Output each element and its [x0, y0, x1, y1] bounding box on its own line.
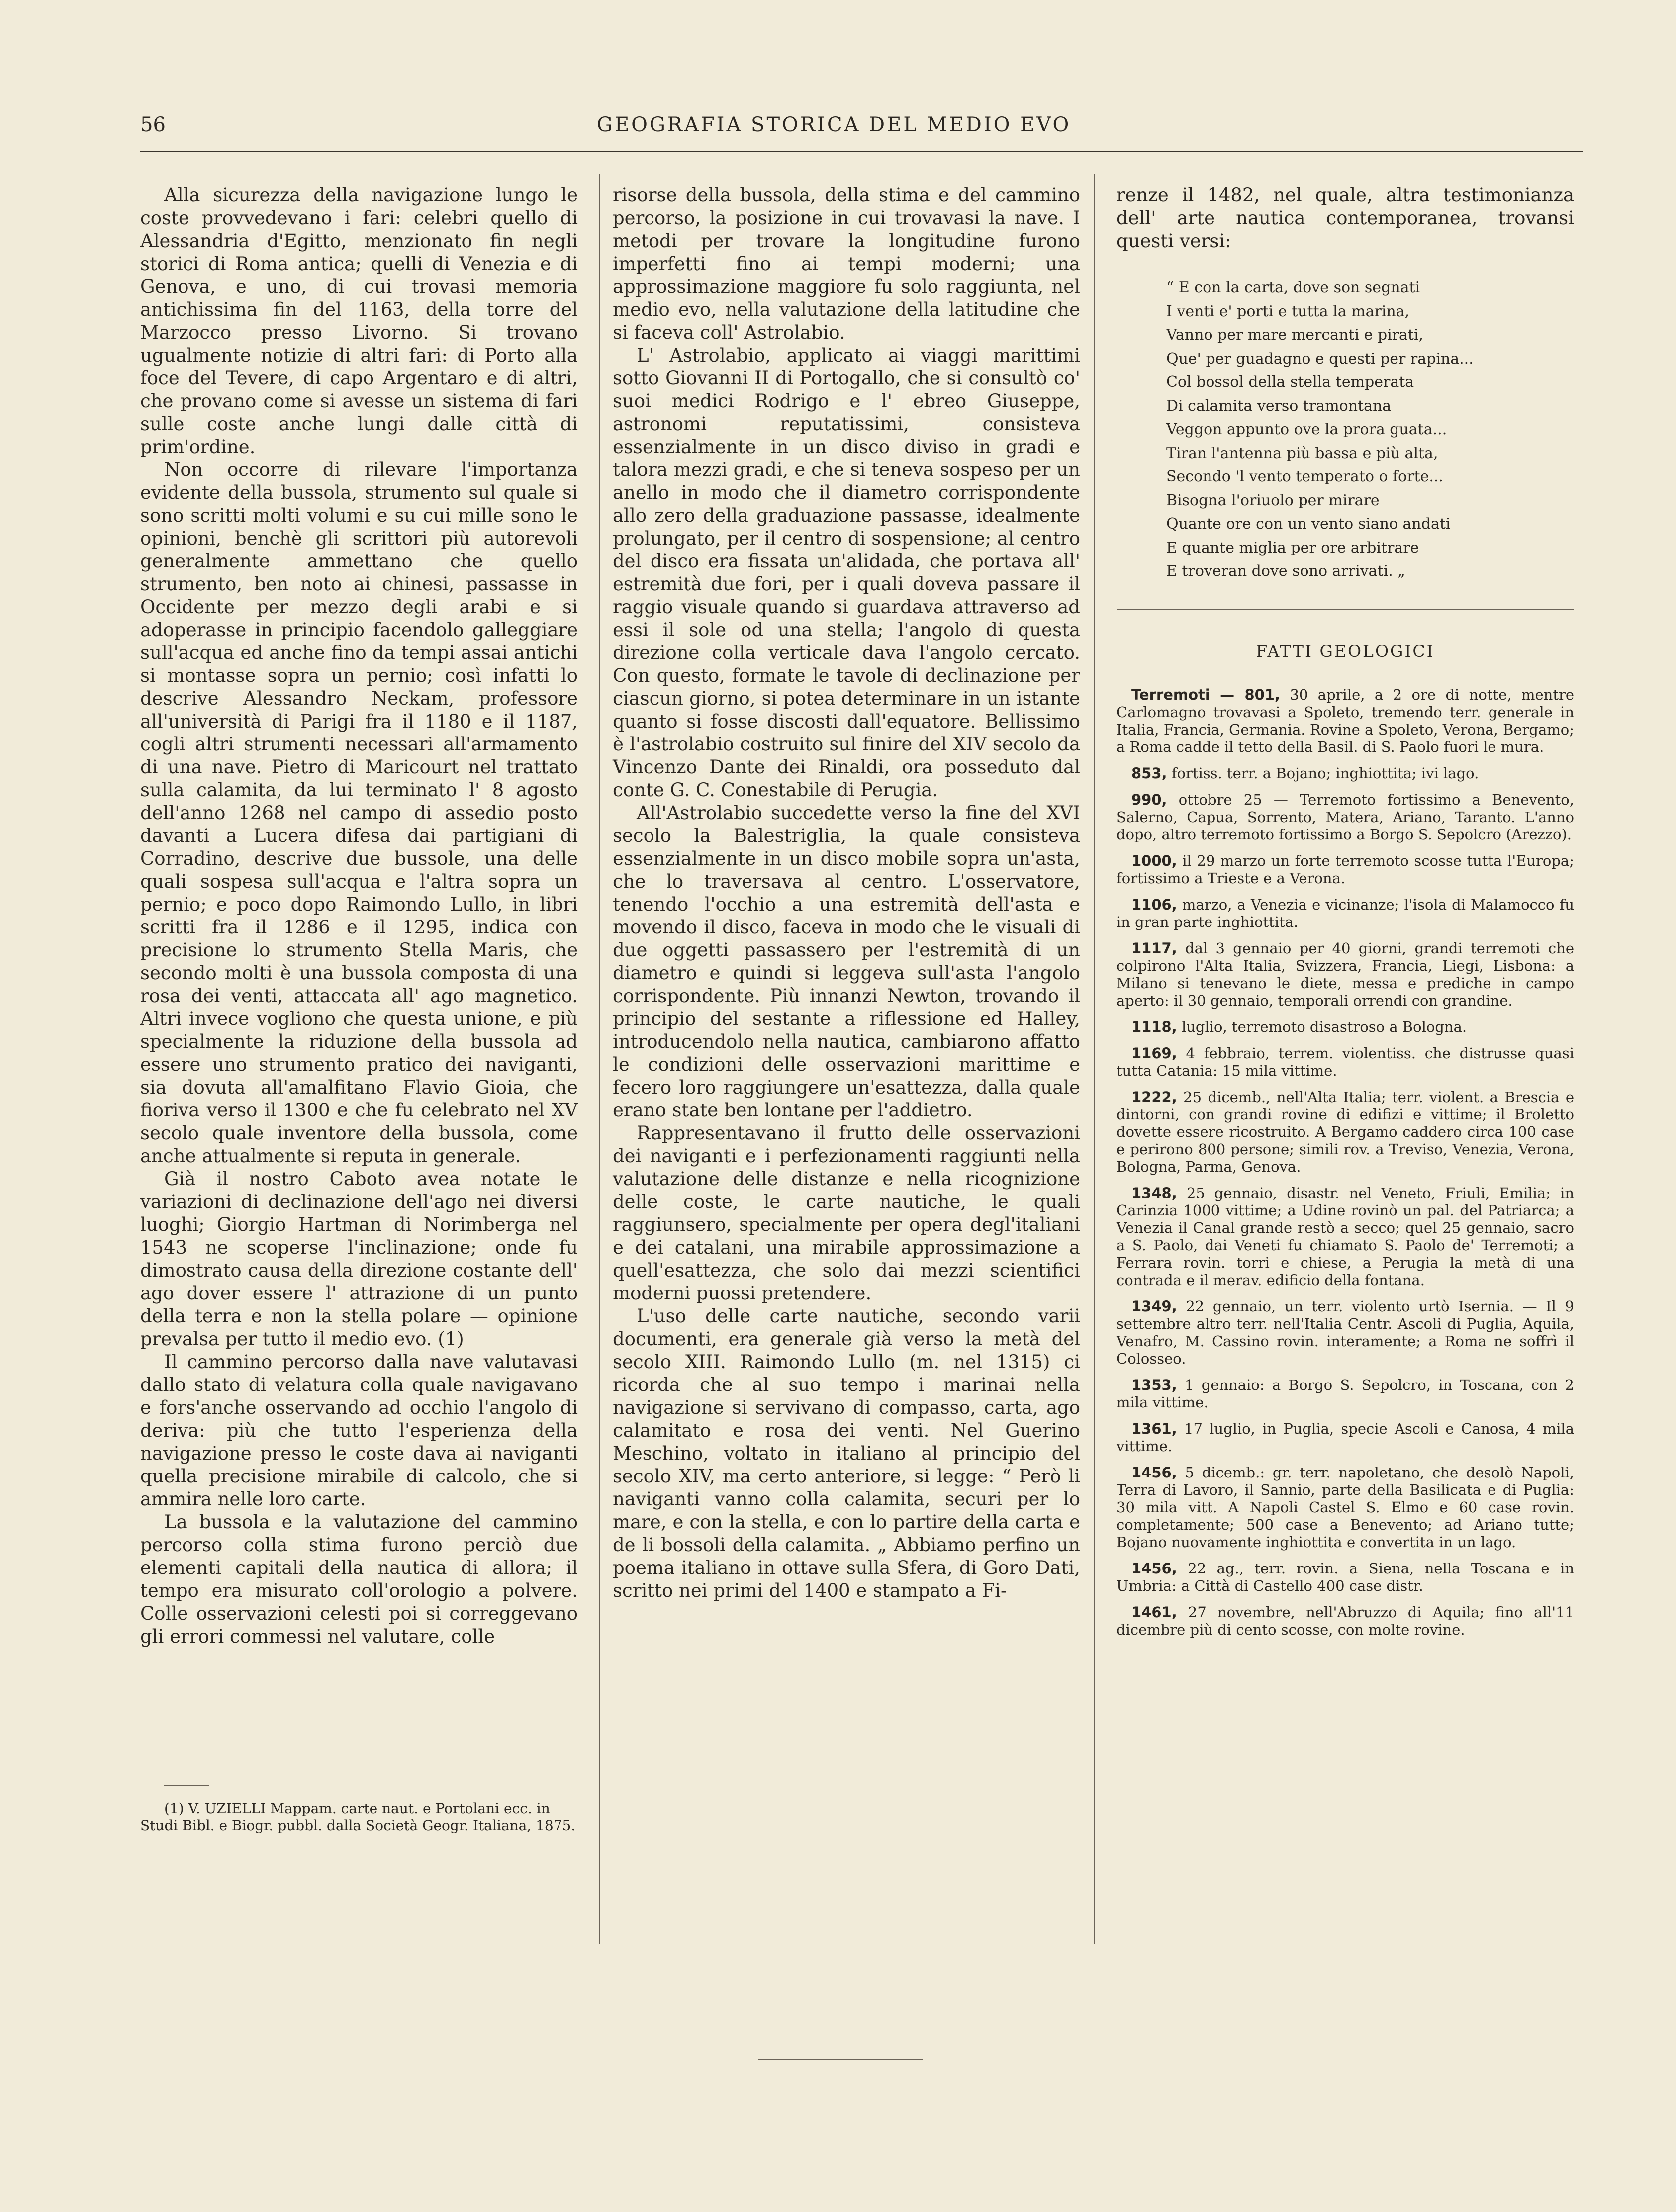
- verse-line: Di calamita verso tramontana: [1166, 397, 1392, 415]
- footnote-rule: [164, 1785, 209, 1786]
- event-entry: [1117, 791, 1574, 843]
- paragraph: Rappresentavano il frutto delle osservazioni dei naviganti e i perfezionamenti raggiunti nella valutazione delle distanze e nella ricognizione delle coste, le carte nautiche, le quali raggiunsero, specialmente per opera degl'italiani e dei catalani, una mirabile approssimazione a quell'esattezza, che solo dai mezzi scientifici moderni puossi pretendere.: [613, 1122, 1080, 1304]
- event-year: 1118,: [1131, 1018, 1177, 1035]
- event-text: 1 gennaio: a Borgo S. Sepolcro, in Toscana, con 2 mila vittime.: [1117, 1377, 1574, 1411]
- event-text: 17 luglio, in Puglia, specie Ascoli e Canosa, 4 mila vittime.: [1117, 1420, 1574, 1455]
- event-text: 5 dicemb.: gr. terr. napoletano, che desolò Napoli, Terra di Lavoro, il Sannio, parte della Basilicata e di Puglia: 30 mila vitt. A Napoli Castel S. Elmo e 60 case rovin. completamente; 500 case a Benevento; ad Ariano tutte; Bojano nuovamente inghiottita e convertita in un lago.: [1117, 1464, 1574, 1551]
- event-entry: [1117, 1560, 1574, 1595]
- event-year: 1361,: [1131, 1420, 1177, 1437]
- paragraph: Già il nostro Caboto avea notate le variazioni di declinazione dell'ago nei diversi luoghi; Giorgio Hartman di Norimberga nel 1543 ne scoperse l'inclinazione; onde fu dimostrato causa della direzione costante dell' ago dover essere l' attrazione di un punto della terra e non la stella polare — opinione prevalsa per tutto il medio evo. (1): [140, 1168, 578, 1350]
- verse-line: Col bossol della stella temperata: [1166, 373, 1414, 391]
- paragraph: La bussola e la valutazione del cammino percorso colla stima furono perciò due elementi capitali della nautica di allora; il tempo era misurato coll'orologio a polvere. Colle osservazioni celesti poi si correggevano gli errori commessi nel valutare, colle: [140, 1511, 578, 1647]
- event-year: 990,: [1131, 791, 1167, 808]
- event-entry: [1117, 940, 1574, 1010]
- verse-line: Bisogna l'oriuolo per mirare: [1166, 491, 1380, 509]
- paragraph: L'uso delle carte nautiche, secondo varii documenti, era generale già verso la metà del secolo XIII. Raimondo Lullo (m. nel 1315) ci ricorda che al suo tempo i marinai nella navigazione si servivano di compasso, carta, ago calamitato e rosa dei venti. Nel Guerino Meschino, voltato in italiano al principio del secolo XIV, ma certo anteriore, si legge: “ Però li naviganti vanno colla calamita, securi per lo mare, e con la stella, e con lo partire della carta e de li bossoli della calamita. „ Abbiamo perfino un poema italiano in ottave sulla Sfera, di Goro Dati, scritto nei primi del 1400 e stampato a Fi-: [613, 1305, 1080, 1601]
- paragraph: renze il 1482, nel quale, altra testimonianza dell' arte nautica contemporanea, trovansi questi versi:: [1117, 184, 1574, 252]
- paragraph: Alla sicurezza della navigazione lungo le coste provvedevano i fari: celebri quello di Alessandria d'Egitto, menzionato fin negli storici di Roma antica; quelli di Venezia e di Genova, e uno, di cui trovasi memoria antichissima fin del 1163, della torre del Marzocco presso Livorno. Si trovano ugualmente notizie di altri fari: di Porto alla foce del Tevere, di capo Argentaro e di altri, che provano come si avesse un sistema di fari sulle coste anche lungi dalle città di prim'ordine.: [140, 184, 578, 458]
- paragraph: All'Astrolabio succedette verso la fine del XVI secolo la Balestriglia, la quale consisteva essenzialmente in un disco mobile sopra un'asta, che lo traversava al centro. L'osservatore, tenendo l'occhio a una estremità dell'asta e movendo il disco, faceva in modo che le visuali di due oggetti passassero per l'estremità di un diametro e quindi si leggeva sull'asta l'angolo corrispondente. Più innanzi Newton, trovando il principio del sestante a riflessione ed Halley, introducendolo nella nautica, cambiarono affatto le condizioni delle osservazioni marittime e fecero loro raggiungere un'esattezza, dalla quale erano state ben lontane per l'addietro.: [613, 802, 1080, 1121]
- column-2: [613, 184, 1080, 1602]
- event-text: 4 febbraio, terrem. violentiss. che distrusse quasi tutta Catania: 15 mila vittime.: [1117, 1045, 1574, 1079]
- event-entry: [1117, 1045, 1574, 1080]
- event-year: 1456,: [1131, 1560, 1177, 1577]
- event-text: 25 dicemb., nell'Alta Italia; terr. violent. a Brescia e dintorni, con grandi rovine di edifizi e vittime; il Broletto dovette essere ricostruito. A Bergamo caddero circa 100 case e perirono 800 persone; simili rov. a Treviso, Venezia, Verona, Bologna, Parma, Genova.: [1117, 1089, 1574, 1175]
- event-text: 22 gennaio, un terr. violento urtò Isernia. — Il 9 settembre altro terr. nell'Italia Centr. Ascoli di Puglia, Aquila, Venafro, M. Cassino rovin. interamente; a Roma ne soffrì il Colosseo.: [1117, 1298, 1574, 1367]
- column-divider-left: [599, 174, 600, 1944]
- verse-line: E quante miglia per ore arbitrare: [1166, 539, 1419, 556]
- verse-line: Veggon appunto ove la prora guata...: [1166, 421, 1447, 438]
- paragraph: Il cammino percorso dalla nave valutavasi dallo stato di velatura colla quale navigavano e fors'anche osservando ad occhio l'angolo di deriva: più che tutto l'esperienza della navigazione presso le coste dava ai naviganti quella precisione mirabile di calcolo, che si ammira nelle loro carte.: [140, 1351, 578, 1510]
- event-text: 22 ag., terr. rovin. a Siena, nella Toscana e in Umbria: a Città di Castello 400 case distr.: [1117, 1560, 1574, 1594]
- event-entry: [1117, 1604, 1574, 1639]
- event-text: luglio, terremoto disastroso a Bologna.: [1177, 1018, 1467, 1035]
- verse-line: Vanno per mare mercanti e pirati,: [1166, 326, 1424, 344]
- event-year: 1106,: [1131, 896, 1177, 913]
- event-entry: [1117, 1298, 1574, 1368]
- event-entry: [1117, 1185, 1574, 1289]
- column-1: [140, 184, 578, 1648]
- event-year: 1000,: [1131, 852, 1177, 869]
- event-text: 25 gennaio, disastr. nel Veneto, Friuli, Emilia; in Carinzia 1000 vittime; a Udine rovinò un pal. del Patriarca; a Venezia il Canal grande restò a secco; quel 25 gennaio, sacro a S. Paolo, dai Veneti fu chiamato S. Paolo de' Terremoti; a Ferrara rovin. torri e chiese, a Perugia la metà di una contrada e il merav. edificio della fontana.: [1117, 1185, 1574, 1289]
- section-title: FATTI GEOLOGICI: [1256, 642, 1435, 661]
- verse-line: Quante ore con un vento siano andati: [1166, 515, 1451, 533]
- footnote: (1) V. UZIELLI Mappam. carte naut. e Portolani ecc. in Studi Bibl. e Biogr. pubbl. dalla Società Geogr. Italiana, 1875.: [140, 1800, 576, 1834]
- paragraph: L' Astrolabio, applicato ai viaggi marittimi sotto Giovanni II di Portogallo, che si consultò co' suoi medici Rodrigo e l' ebreo Giuseppe, astronomi reputatissimi, consisteva essenzialmente in un disco diviso in gradi e talora mezzi gradi, e che si teneva sospeso per un anello in modo che il diametro corrispondente allo zero della graduazione passasse, idealmente prolungato, per il centro di sospensione; al centro del disco era fissata un'alidada, che portava all' estremità due fori, per i quali doveva passare il raggio visuale quando si guardava attraverso ad essi il sole od una stella; l'angolo di questa direzione colla verticale dava l'angolo cercato. Con questo, formate le tavole di declinazione per ciascun giorno, si potea determinare in un istante quanto si fosse discosti dall'equatore. Bellissimo è l'astrolabio costruito sul finire del XIV secolo da Vincenzo Dante dei Rinaldi, ora posseduto dal conte G. C. Conestabile di Perugia.: [613, 345, 1080, 801]
- events-list: [1117, 686, 1574, 1648]
- paragraph: risorse della bussola, della stima e del cammino percorso, la posizione in cui trovavasi la nave. I metodi per trovare la longitudine furono imperfetti fino ai tempi moderni; una approssimazione maggiore fu solo raggiunta, nel medio evo, nella valutazione della latitudine che si faceva coll' Astrolabio.: [613, 184, 1080, 343]
- event-entry: [1117, 1089, 1574, 1176]
- verse-block: [1166, 276, 1474, 583]
- verse-line: Que' per guadagno e questi per rapina...: [1166, 350, 1474, 368]
- verse-line: I venti e' porti e tutta la marina,: [1166, 302, 1410, 320]
- section-rule: [1117, 609, 1574, 610]
- event-text: ottobre 25 — Terremoto fortissimo a Benevento, Salerno, Capua, Sorrento, Matera, Ariano, Taranto. L'anno dopo, altro terremoto fortissimo a Borgo S. Sepolcro (Arezzo).: [1117, 791, 1574, 843]
- column-3: [1117, 184, 1574, 253]
- running-head: GEOGRAFIA STORICA DEL MEDIO EVO: [597, 113, 1071, 136]
- event-year: 1169,: [1131, 1045, 1177, 1062]
- verse-line: E troveran dove sono arrivati. „: [1166, 562, 1405, 580]
- verse-line: Tiran l'antenna più bassa e più alta,: [1166, 444, 1438, 462]
- event-year: 1348,: [1131, 1185, 1177, 1201]
- verse-line: Secondo 'l vento temperato o forte...: [1166, 468, 1443, 485]
- event-year: 1349,: [1131, 1298, 1177, 1315]
- page-number: 56: [140, 113, 166, 136]
- column-divider-right: [1094, 174, 1095, 1944]
- bottom-rule: [758, 2059, 923, 2060]
- event-entry: [1117, 896, 1574, 931]
- event-text: il 29 marzo un forte terremoto scosse tutta l'Europa; fortissimo a Trieste e a Verona.: [1117, 852, 1574, 887]
- event-entry: [1117, 1420, 1574, 1455]
- event-text: 27 novembre, nell'Abruzzo di Aquila; fino all'11 dicembre più di cento scosse, con molte rovine.: [1117, 1604, 1574, 1638]
- event-year: 1117,: [1131, 940, 1177, 957]
- header-rule: [140, 151, 1583, 152]
- event-entry: [1117, 1377, 1574, 1411]
- event-year: 1222,: [1131, 1089, 1177, 1106]
- event-year: 853,: [1131, 765, 1167, 782]
- paragraph: Non occorre di rilevare l'importanza evidente della bussola, strumento sul quale si sono scritti molti volumi e su cui mille sono le opinioni, benchè gli scrittori più autorevoli generalmente ammettano che quello strumento, ben noto ai chinesi, passasse in Occidente per mezzo degli arabi e si adoperasse in principio facendolo galleggiare sull'acqua ed anche fino da tempi assai antichi si montasse sopra un pernio; così infatti lo descrive Alessandro Neckam, professore all'università di Parigi fra il 1180 e il 1187, cogli altri strumenti necessari all'armamento di una nave. Pietro di Maricourt nel trattato sulla calamita, da lui terminato l' 8 agosto dell'anno 1268 nel campo di assedio posto davanti a Lucera difesa dai partigiani di Corradino, descrive due bussole, una delle quali sospesa sull'acqua e l'altra sopra un pernio; e poco dopo Raimondo Lullo, in libri scritti fra il 1286 e il 1295, indica con precisione lo strumento Stella Maris, che secondo molti è una bussola composta di una rosa dei venti, attaccata all' ago magnetico. Altri invece vogliono che questa unione, e più specialmente la riduzione della bussola ad essere uno strumento pratico dei naviganti, sia dovuta all'amalfitano Flavio Gioia, che fioriva verso il 1300 e che fu celebrato nel XV secolo quale inventore della bussola, come anche attualmente si reputa in generale.: [140, 459, 578, 1167]
- event-year: 1461,: [1131, 1604, 1177, 1621]
- event-entry: [1117, 686, 1574, 756]
- event-text: marzo, a Venezia e vicinanze; l'isola di Malamocco fu in gran parte inghiottita.: [1117, 896, 1574, 930]
- event-year: 1456,: [1131, 1464, 1177, 1481]
- event-year: Terremoti — 801,: [1131, 686, 1281, 703]
- event-text: 30 aprile, a 2 ore di notte, mentre Carlomagno trovavasi a Spoleto, tremendo terr. generale in Italia, Francia, Germania. Rovine a Spoleto, Verona, Bergamo; a Roma cadde il tetto della Basil. di S. Paolo fuori le mura.: [1117, 686, 1575, 755]
- event-entry: [1117, 852, 1574, 887]
- event-entry: [1117, 765, 1574, 782]
- verse-line: “ E con la carta, dove son segnati: [1166, 279, 1420, 296]
- event-text: dal 3 gennaio per 40 giorni, grandi terremoti che colpirono l'Alta Italia, Svizzera, Francia, Liegi, Lisbona: a Milano si tenevano le diete, messa e prediche in campo aperto: il 30 gennaio, temporali orrendi con grandine.: [1117, 940, 1574, 1009]
- event-year: 1353,: [1131, 1377, 1177, 1393]
- event-entry: [1117, 1464, 1574, 1551]
- event-entry: [1117, 1018, 1574, 1036]
- event-text: fortiss. terr. a Bojano; inghiottita; ivi lago.: [1167, 765, 1479, 782]
